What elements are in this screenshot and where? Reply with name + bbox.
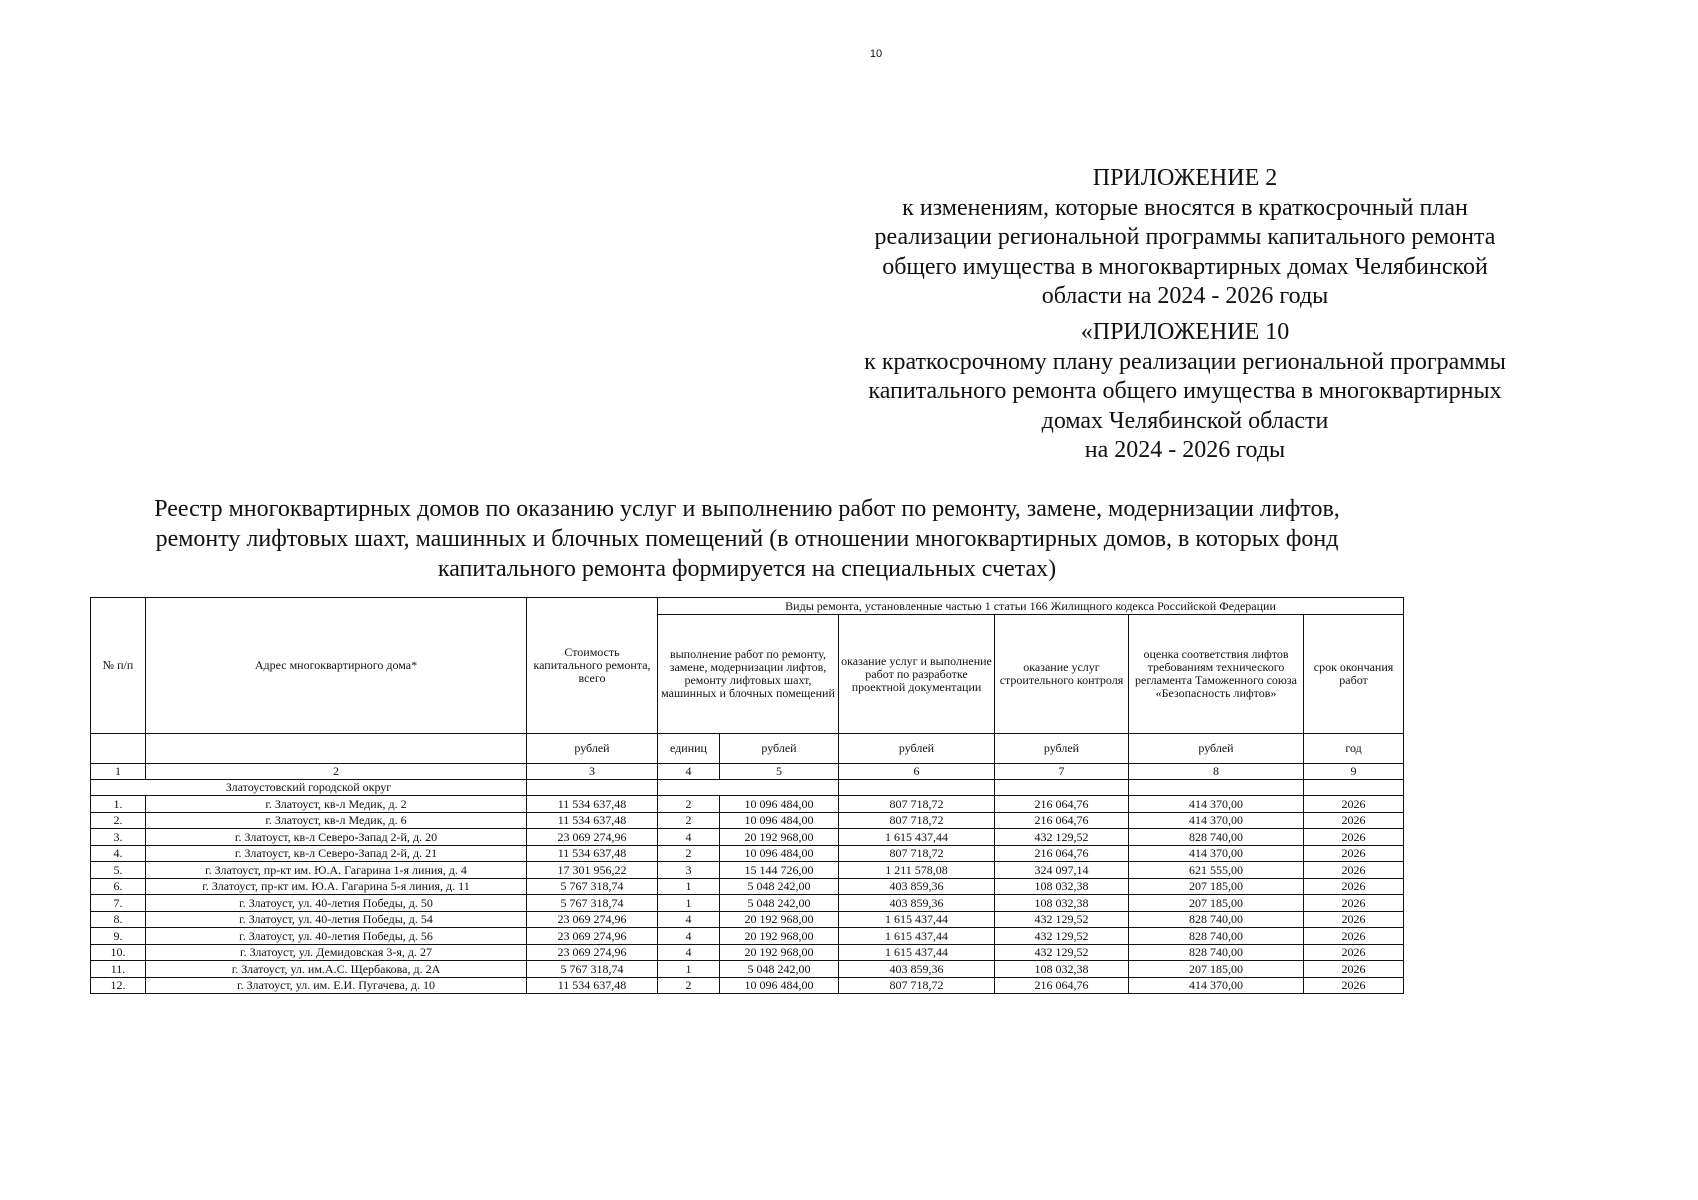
row-total-cost: 5 767 318,74 [527, 878, 658, 895]
appendix-2-header [790, 164, 1580, 312]
row-design-docs: 1 211 578,08 [839, 862, 995, 879]
row-lift-units: 1 [658, 878, 720, 895]
row-address: г. Златоуст, кв-л Медик, д. 2 [146, 796, 527, 813]
row-lift-cost: 20 192 968,00 [720, 944, 839, 961]
page-number: 10 [869, 48, 883, 60]
table-row [91, 829, 1404, 846]
row-lift-cost: 10 096 484,00 [720, 845, 839, 862]
row-construction-control: 432 129,52 [995, 944, 1129, 961]
row-lift-cost: 10 096 484,00 [720, 812, 839, 829]
table-row [91, 878, 1404, 895]
column-number: 5 [720, 764, 839, 780]
column-number: 6 [839, 764, 995, 780]
appendix-2-line: к изменениям, которые вносятся в краткосрочный план [902, 194, 1468, 221]
row-number: 9. [91, 928, 146, 945]
header-number: № п/п [91, 598, 146, 734]
row-completion: 2026 [1304, 895, 1404, 912]
section-name: Златоустовский городской округ [91, 780, 527, 796]
row-lift-cost: 20 192 968,00 [720, 928, 839, 945]
table-row [91, 895, 1404, 912]
row-number: 8. [91, 911, 146, 928]
column-number: 8 [1129, 764, 1304, 780]
row-lift-cost: 10 096 484,00 [720, 796, 839, 813]
row-lift-units: 1 [658, 895, 720, 912]
row-construction-control: 216 064,76 [995, 977, 1129, 994]
column-number: 7 [995, 764, 1129, 780]
header-completion: срок окончания работ [1304, 615, 1404, 734]
appendix-10-header [790, 318, 1580, 466]
row-total-cost: 23 069 274,96 [527, 911, 658, 928]
row-construction-control: 108 032,38 [995, 961, 1129, 978]
row-construction-control: 324 097,14 [995, 862, 1129, 879]
row-construction-control: 432 129,52 [995, 911, 1129, 928]
table-row [91, 845, 1404, 862]
column-number: 4 [658, 764, 720, 780]
registry-table [90, 597, 1404, 994]
header-repair-types: Виды ремонта, установленные частью 1 статьи 166 Жилищного кодекса Российской Федерации [658, 598, 1404, 615]
row-lift-units: 4 [658, 829, 720, 846]
row-design-docs: 1 615 437,44 [839, 911, 995, 928]
row-lift-units: 4 [658, 928, 720, 945]
row-number: 6. [91, 878, 146, 895]
row-total-cost: 5 767 318,74 [527, 961, 658, 978]
row-conformity-assessment: 414 370,00 [1129, 845, 1304, 862]
row-number: 11. [91, 961, 146, 978]
row-lift-cost: 10 096 484,00 [720, 977, 839, 994]
table-row [91, 812, 1404, 829]
header-address: Адрес многоквартирного дома* [146, 598, 527, 734]
row-construction-control: 216 064,76 [995, 845, 1129, 862]
registry-title-line: ремонту лифтовых шахт, машинных и блочных помещений (в отношении многоквартирных домов, в которых фонд [155, 526, 1339, 552]
row-construction-control: 108 032,38 [995, 895, 1129, 912]
row-lift-units: 4 [658, 944, 720, 961]
appendix-10-title: «ПРИЛОЖЕНИЕ 10 [1080, 319, 1290, 345]
row-number: 1. [91, 796, 146, 813]
row-design-docs: 807 718,72 [839, 977, 995, 994]
section-cell-empty [1129, 780, 1304, 796]
table-row [91, 961, 1404, 978]
appendix-10-line: к краткосрочному плану реализации региональной программы [864, 348, 1506, 375]
row-completion: 2026 [1304, 878, 1404, 895]
row-number: 5. [91, 862, 146, 879]
row-address: г. Златоуст, ул. им. Е.И. Пугачева, д. 10 [146, 977, 527, 994]
row-conformity-assessment: 828 740,00 [1129, 928, 1304, 945]
row-conformity-assessment: 414 370,00 [1129, 977, 1304, 994]
row-completion: 2026 [1304, 829, 1404, 846]
table-row [91, 977, 1404, 994]
row-number: 3. [91, 829, 146, 846]
row-lift-cost: 5 048 242,00 [720, 961, 839, 978]
row-conformity-assessment: 207 185,00 [1129, 961, 1304, 978]
row-design-docs: 807 718,72 [839, 845, 995, 862]
row-number: 12. [91, 977, 146, 994]
row-address: г. Златоуст, пр-кт им. Ю.А. Гагарина 1-я линия, д. 4 [146, 862, 527, 879]
row-number: 7. [91, 895, 146, 912]
row-address: г. Златоуст, ул. 40-летия Победы, д. 54 [146, 911, 527, 928]
unit-design-docs: рублей [839, 734, 995, 764]
row-lift-cost: 20 192 968,00 [720, 829, 839, 846]
row-address: г. Златоуст, кв-л Северо-Запад 2-й, д. 20 [146, 829, 527, 846]
row-lift-units: 2 [658, 812, 720, 829]
header-total-cost: Стоимость капитального ремонта, всего [527, 598, 658, 734]
row-total-cost: 17 301 956,22 [527, 862, 658, 879]
row-design-docs: 1 615 437,44 [839, 829, 995, 846]
registry-title-line: Реестр многоквартирных домов по оказанию услуг и выполнению работ по ремонту, замене, модернизации лифтов, [154, 496, 1340, 522]
column-number: 3 [527, 764, 658, 780]
row-conformity-assessment: 414 370,00 [1129, 812, 1304, 829]
appendix-2-title: ПРИЛОЖЕНИЕ 2 [1092, 165, 1278, 191]
row-conformity-assessment: 828 740,00 [1129, 911, 1304, 928]
unit-conformity-assessment: рублей [1129, 734, 1304, 764]
row-construction-control: 432 129,52 [995, 928, 1129, 945]
registry-title [90, 494, 1404, 584]
row-lift-units: 2 [658, 796, 720, 813]
row-lift-units: 2 [658, 845, 720, 862]
unit-completion: год [1304, 734, 1404, 764]
registry-title-line: капитального ремонта формируется на специальных счетах) [437, 556, 1057, 582]
header-design-docs: оказание услуг и выполнение работ по разработке проектной документации [839, 615, 995, 734]
row-lift-units: 1 [658, 961, 720, 978]
row-design-docs: 403 859,36 [839, 878, 995, 895]
row-address: г. Златоуст, кв-л Медик, д. 6 [146, 812, 527, 829]
section-cell-empty [1304, 780, 1404, 796]
row-construction-control: 432 129,52 [995, 829, 1129, 846]
row-completion: 2026 [1304, 812, 1404, 829]
row-total-cost: 23 069 274,96 [527, 829, 658, 846]
appendix-10-line: на 2024 - 2026 годы [1084, 437, 1286, 463]
row-construction-control: 216 064,76 [995, 812, 1129, 829]
row-address: г. Златоуст, ул. Демидовская 3-я, д. 27 [146, 944, 527, 961]
table-row [91, 928, 1404, 945]
row-total-cost: 11 534 637,48 [527, 796, 658, 813]
row-completion: 2026 [1304, 911, 1404, 928]
unit-total-cost: рублей [527, 734, 658, 764]
row-completion: 2026 [1304, 928, 1404, 945]
row-design-docs: 1 615 437,44 [839, 944, 995, 961]
row-total-cost: 23 069 274,96 [527, 928, 658, 945]
column-number: 1 [91, 764, 146, 780]
table-row [91, 862, 1404, 879]
row-conformity-assessment: 828 740,00 [1129, 829, 1304, 846]
row-total-cost: 11 534 637,48 [527, 977, 658, 994]
row-conformity-assessment: 414 370,00 [1129, 796, 1304, 813]
row-design-docs: 807 718,72 [839, 796, 995, 813]
unit-number-empty [91, 734, 146, 764]
row-lift-cost: 5 048 242,00 [720, 895, 839, 912]
row-total-cost: 11 534 637,48 [527, 845, 658, 862]
row-design-docs: 403 859,36 [839, 895, 995, 912]
header-conformity-assessment: оценка соответствия лифтов требованиям технического регламента Таможенного союза «Безопасность лифтов» [1129, 615, 1304, 734]
row-completion: 2026 [1304, 961, 1404, 978]
row-conformity-assessment: 207 185,00 [1129, 895, 1304, 912]
row-total-cost: 23 069 274,96 [527, 944, 658, 961]
row-address: г. Златоуст, ул. 40-летия Победы, д. 56 [146, 928, 527, 945]
row-total-cost: 11 534 637,48 [527, 812, 658, 829]
row-conformity-assessment: 621 555,00 [1129, 862, 1304, 879]
unit-lift-units: единиц [658, 734, 720, 764]
row-design-docs: 1 615 437,44 [839, 928, 995, 945]
row-construction-control: 108 032,38 [995, 878, 1129, 895]
table-row [91, 944, 1404, 961]
row-lift-units: 2 [658, 977, 720, 994]
row-lift-units: 3 [658, 862, 720, 879]
section-cell-empty [839, 780, 995, 796]
section-row [91, 780, 1404, 796]
row-design-docs: 807 718,72 [839, 812, 995, 829]
appendix-10-line: домах Челябинской области [1041, 407, 1329, 434]
row-address: г. Златоуст, пр-кт им. Ю.А. Гагарина 5-я линия, д. 11 [146, 878, 527, 895]
column-number: 9 [1304, 764, 1404, 780]
unit-construction-control: рублей [995, 734, 1129, 764]
row-address: г. Златоуст, ул. им.А.С. Щербакова, д. 2А [146, 961, 527, 978]
row-completion: 2026 [1304, 796, 1404, 813]
row-lift-units: 4 [658, 911, 720, 928]
row-completion: 2026 [1304, 944, 1404, 961]
row-address: г. Златоуст, кв-л Северо-Запад 2-й, д. 21 [146, 845, 527, 862]
row-completion: 2026 [1304, 862, 1404, 879]
row-address: г. Златоуст, ул. 40-летия Победы, д. 50 [146, 895, 527, 912]
row-number: 10. [91, 944, 146, 961]
row-number: 2. [91, 812, 146, 829]
row-completion: 2026 [1304, 977, 1404, 994]
appendix-2-line: реализации региональной программы капитального ремонта [874, 224, 1496, 250]
table-row [91, 911, 1404, 928]
header-construction-control: оказание услуг строительного контроля [995, 615, 1129, 734]
section-cell-empty [995, 780, 1129, 796]
unit-lift-cost: рублей [720, 734, 839, 764]
row-completion: 2026 [1304, 845, 1404, 862]
row-lift-cost: 5 048 242,00 [720, 878, 839, 895]
row-conformity-assessment: 828 740,00 [1129, 944, 1304, 961]
row-total-cost: 5 767 318,74 [527, 895, 658, 912]
row-conformity-assessment: 207 185,00 [1129, 878, 1304, 895]
section-cell-empty [658, 780, 839, 796]
appendix-2-line: общего имущества в многоквартирных домах Челябинской [882, 253, 1488, 280]
appendix-10-line: капитального ремонта общего имущества в многоквартирных [868, 378, 1502, 404]
row-design-docs: 403 859,36 [839, 961, 995, 978]
row-number: 4. [91, 845, 146, 862]
unit-address-empty [146, 734, 527, 764]
row-construction-control: 216 064,76 [995, 796, 1129, 813]
header-lift-works: выполнение работ по ремонту, замене, модернизации лифтов, ремонту лифтовых шахт, машинных и блочных помещений [658, 615, 839, 734]
row-lift-cost: 20 192 968,00 [720, 911, 839, 928]
table-row [91, 796, 1404, 813]
section-cell-empty [527, 780, 658, 796]
row-lift-cost: 15 144 726,00 [720, 862, 839, 879]
column-number: 2 [146, 764, 527, 780]
appendix-2-line: области на 2024 - 2026 годы [1041, 283, 1329, 309]
